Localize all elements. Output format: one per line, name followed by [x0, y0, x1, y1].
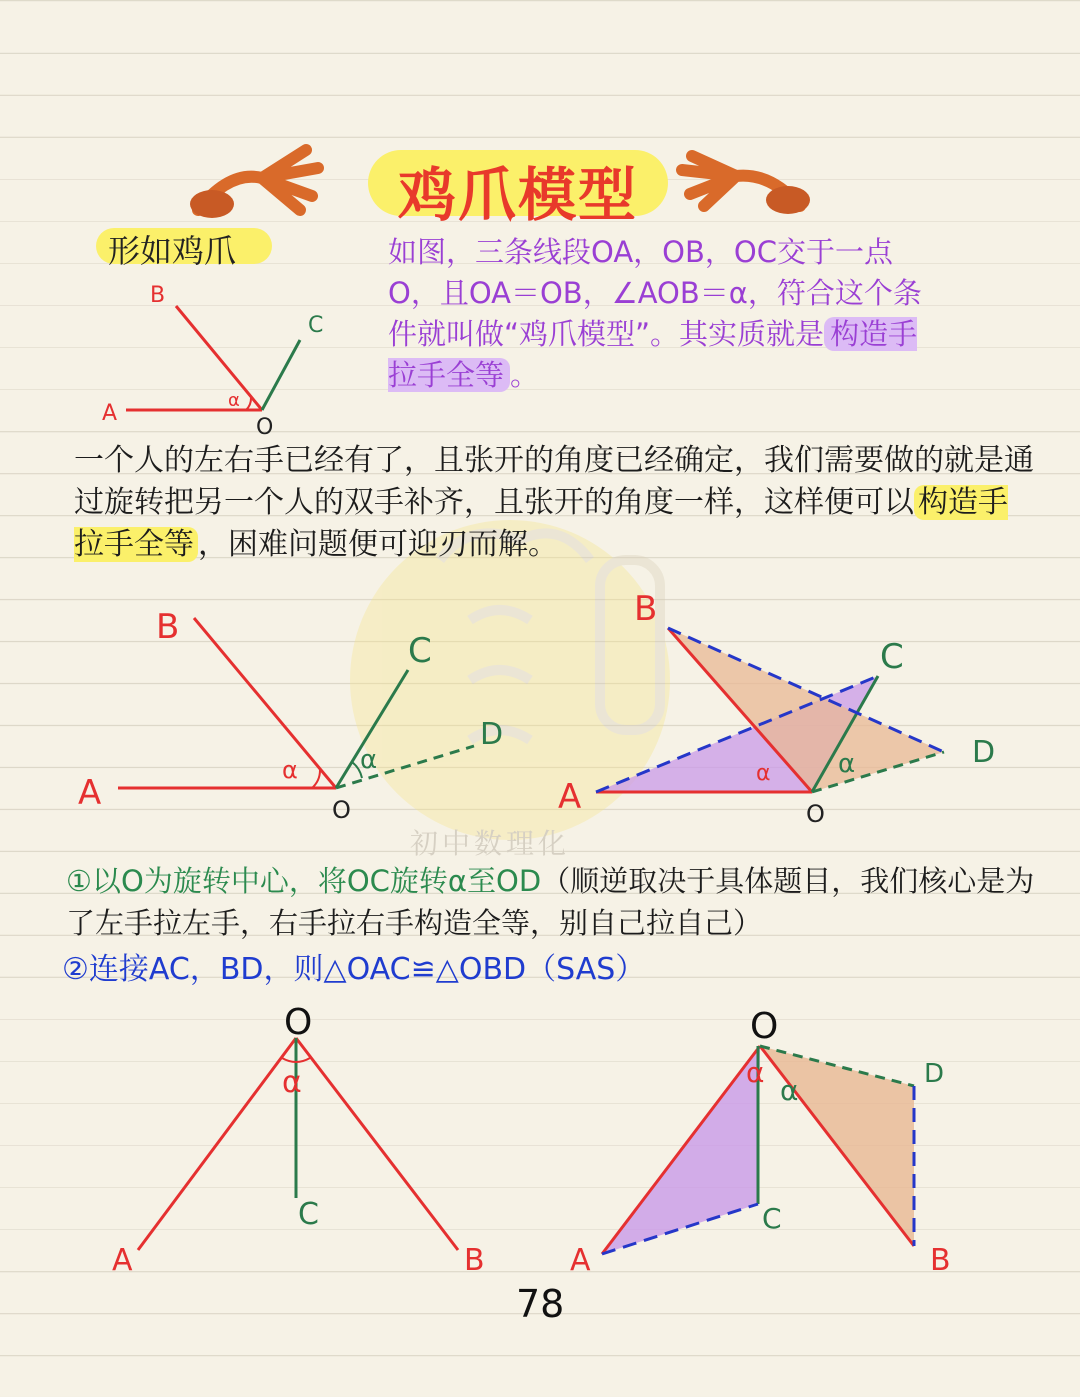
- label-a: A: [102, 401, 118, 426]
- page-number: 78: [516, 1282, 565, 1326]
- label-alpha: α: [282, 1065, 302, 1100]
- label-a: A: [558, 777, 582, 817]
- label-a: A: [570, 1243, 591, 1278]
- segment-ob: [176, 306, 262, 410]
- step-one-rest: （顺逆取决于具体题目，我们核心是为了左手拉左手，右手拉右手构造全等，别自己拉自己）: [66, 864, 1035, 940]
- label-b: B: [464, 1243, 485, 1278]
- angle-arc: [246, 398, 251, 410]
- figure-rotation: [78, 607, 503, 824]
- label-d: D: [480, 717, 504, 752]
- figure-congruent: [558, 589, 995, 828]
- label-b: B: [930, 1243, 951, 1278]
- intro-text: 如图，三条线段OA，OB，OC交于一点O，且OA＝OB，∠AOB＝α，符合这个条件就叫做“鸡爪模型”。其实质就是: [388, 235, 922, 351]
- label-d: D: [972, 735, 996, 770]
- step-two: ②连接AC，BD，则△OAC≌△OBD（SAS）: [62, 952, 646, 987]
- explanation-end: ，困难问题便可迎刃而解。: [198, 527, 558, 562]
- figure-symmetric-congruent: [570, 1006, 951, 1278]
- intro-end: 。: [510, 358, 540, 392]
- subtitle: 形如鸡爪: [108, 232, 237, 270]
- label-alpha-1: α: [282, 756, 298, 784]
- label-a: A: [112, 1243, 133, 1278]
- label-c: C: [880, 637, 904, 677]
- page-title: 鸡爪模型: [397, 161, 638, 229]
- label-o: O: [750, 1006, 779, 1047]
- label-c: C: [308, 313, 324, 338]
- label-alpha-1: α: [746, 1056, 765, 1089]
- label-b: B: [150, 283, 166, 308]
- explanation-text: 一个人的左右手已经有了，且张开的角度已经确定，我们需要做的就是通过旋转把另一个人的双手补齐，且张开的角度一样，这样便可以: [74, 443, 1034, 520]
- step-one-green: ①以O为旋转中心，将OC旋转α至OD: [66, 864, 542, 898]
- label-c: C: [762, 1202, 782, 1235]
- label-c: C: [298, 1197, 319, 1232]
- label-b: B: [634, 589, 658, 629]
- label-alpha: α: [228, 390, 240, 411]
- label-o: O: [256, 415, 274, 440]
- intro-highlight: 构造手拉手全等: [388, 317, 918, 392]
- label-alpha-2: α: [838, 749, 856, 779]
- figure-basic: [102, 283, 323, 440]
- segment-oc: [262, 340, 300, 410]
- angle-arc-aob: [312, 770, 320, 788]
- segment-ob: [194, 618, 336, 788]
- label-b: B: [156, 607, 180, 647]
- segment-oa: [138, 1038, 296, 1250]
- label-alpha-2: α: [780, 1074, 799, 1107]
- watermark-text: 初中数理化: [410, 827, 571, 860]
- label-o: O: [332, 796, 351, 824]
- label-c: C: [408, 631, 432, 671]
- label-d: D: [924, 1059, 945, 1089]
- segment-ob: [296, 1038, 458, 1250]
- figure-symmetric: [112, 1002, 485, 1278]
- explanation-highlight: 构造手拉手全等: [74, 485, 1008, 562]
- label-alpha-2: α: [360, 745, 378, 775]
- label-o: O: [284, 1002, 313, 1043]
- label-o: O: [806, 800, 825, 828]
- label-alpha-1: α: [756, 761, 771, 786]
- label-a: A: [78, 773, 102, 813]
